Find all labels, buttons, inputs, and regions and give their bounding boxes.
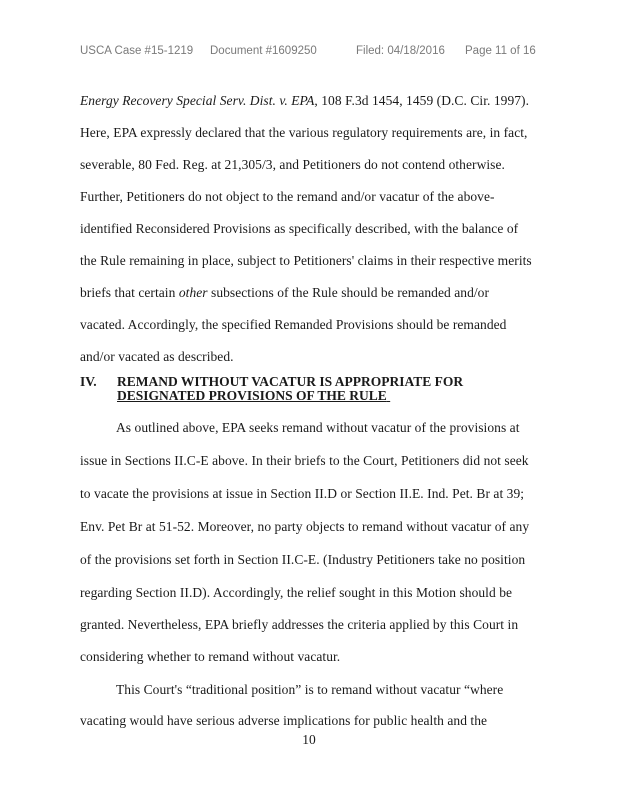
body-line: Here, EPA expressly declared that the various regulatory requirements are, in fact, [80,125,528,140]
section-title-line1: REMAND WITHOUT VACATUR IS APPROPRIATE FOR [117,374,464,389]
text-run: briefs that certain [80,285,179,300]
body-line: considering whether to remand without vacatur. [80,649,341,664]
body-line: Env. Pet Br at 51-52. Moreover, no party objects to remand without vacatur of any [80,519,530,534]
body-line: vacating would have serious adverse implications for public health and the [80,713,488,728]
body-line: granted. Nevertheless, EPA briefly addresses the criteria applied by this Court in [80,617,519,632]
body-line: of the provisions set forth in Section II.C-E. (Industry Petitioners take no position [80,552,526,567]
emphasis-text: other [178,285,208,300]
body-line: This Court's “traditional position” is to remand without vacatur “where [116,682,504,697]
underline-extension [387,388,453,404]
body-line: to vacate the provisions at issue in Section II.D or Section II.E. Ind. Pet. Br at 39; [80,486,525,501]
body-line [80,93,529,109]
case-citation: Energy Recovery Special Serv. Dist. v. EPA [80,93,315,108]
page-indicator: Page 11 of 16 [465,45,536,57]
body-line: vacated. Accordingly, the specified Remanded Provisions should be remanded [80,317,507,332]
page-number: 10 [302,732,316,747]
body-line: As outlined above, EPA seeks remand without vacatur of the provisions at [116,420,520,435]
body-line: severable, 80 Fed. Reg. at 21,305/3, and Petitioners do not contend otherwise. [80,157,505,172]
body-line: identified Reconsidered Provisions as specifically described, with the balance of [80,221,519,236]
body-line: and/or vacated as described. [80,349,234,364]
body-line: the Rule remaining in place, subject to Petitioners' claims in their respective merits [80,253,532,268]
body-line: issue in Sections II.C-E above. In their briefs to the Court, Petitioners did not seek [80,453,529,468]
section-heading-continued [117,388,453,404]
body-line [80,285,489,301]
filed-date: Filed: 04/18/2016 [356,45,445,57]
section-title-line2: DESIGNATED PROVISIONS OF THE RULE [117,388,387,403]
document-number: Document #1609250 [210,45,317,57]
citation-detail: , 108 F.3d 1454, 1459 (D.C. Cir. 1997). [314,93,530,108]
case-number: USCA Case #15-1219 [80,45,194,57]
body-line: Further, Petitioners do not object to the remand and/or vacatur of the above- [80,189,495,204]
body-line: regarding Section II.D). Accordingly, the relief sought in this Motion should be [80,585,513,600]
text-run: subsections of the Rule should be remanded and/or [207,285,490,300]
section-number: IV. [80,374,97,389]
